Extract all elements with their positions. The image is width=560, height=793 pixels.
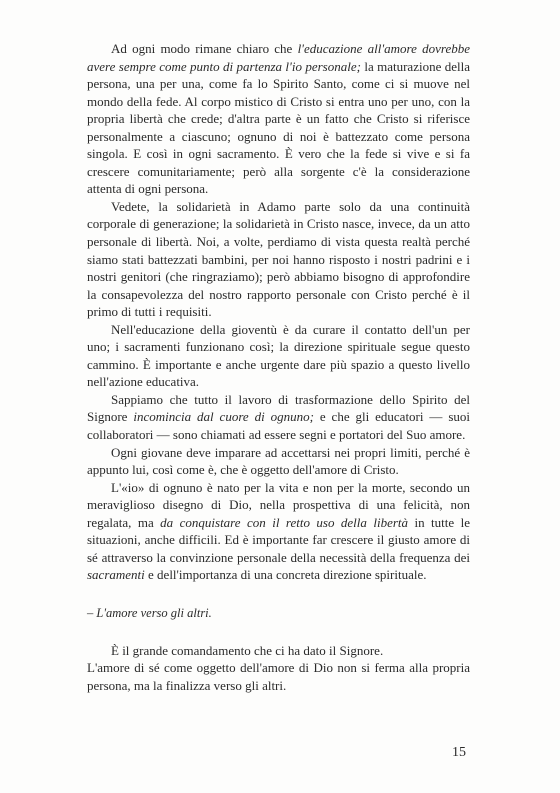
paragraph-4-text-b: e che gli educatori — suoi collaboratori — sono chiamati ad essere segni e portatori del Suo amore. xyxy=(87,409,470,443)
page-number: 15 xyxy=(452,745,466,760)
paragraph-6-text-c: e dell'importanza di una concreta direzione spirituale. xyxy=(144,567,427,583)
paragraph-6-emphasis-1: da conquistare con il retto uso della libertà xyxy=(160,514,409,530)
closing-paragraph-2: L'amore di sé come oggetto dell'amore di Dio non si ferma alla propria persona, ma la finalizza verso gli altri. xyxy=(87,660,470,693)
paragraph-4-text-a: Sappiamo che tutto il lavoro di trasformazione dello Spirito del Signore xyxy=(87,391,470,425)
paragraph-4-emphasis: incomincia dal cuore di ognuno; xyxy=(133,409,314,425)
paragraph-1 xyxy=(87,40,470,198)
closing-paragraph-1: È il grande comandamento che ci ha dato il Signore. xyxy=(111,642,384,658)
paragraph-4 xyxy=(87,391,470,444)
paragraph-1-text-b: la maturazione della persona, una per una, come fa lo Spirito Santo, come ci si muove nel mondo della fede. Al corpo mistico di Cristo si entra uno per uno, con la propria libertà che crede; d'altra parte è un fatto che Cristo si riferisce personalmente a ciascuno; ognuno di noi è battezzato come persona singola. E così in ogni sacramento. È vero che la fede si vive e si fa crescere comunitariamente; però alla sorgente c'è la considerazione attenta di ogni persona. xyxy=(87,58,470,197)
paragraph-5: Ogni giovane deve imparare ad accettarsi nei propri limiti, perché è appunto lui, così come è, che è oggetto dell'amore di Cristo. xyxy=(87,444,470,478)
paragraph-6-text-a: L'«io» di ognuno è nato per la vita e non per la morte, secondo un meraviglioso disegno di Dio, nella prospettiva di una felicità, non regalata, ma xyxy=(87,479,470,530)
paragraph-1-emphasis: l'educazione all'amore dovrebbe avere sempre come punto di partenza l'io personale; xyxy=(87,41,471,74)
paragraph-6 xyxy=(87,479,470,584)
paragraph-6-emphasis-2: sacramenti xyxy=(87,567,145,583)
body-text xyxy=(87,40,470,694)
paragraph-2: Vedete, la solidarietà in Adamo parte solo da una continuità corporale di generazione; la solidarietà in Cristo nasce, invece, da un atto personale di libertà. Noi, a volte, perdiamo di vista questa realtà perché siamo stati battezzati bambini, per noi hanno risposto i nostri padrini e i nostri genitori (che ringraziamo); però abbiamo bisogno di approfondire la consapevolezza del nostro rapporto personale con Cristo perché è il primo di tutti i requisiti. xyxy=(87,198,470,320)
paragraph-6-text-b: in tutte le situazioni, anche difficili. Ed è importante far crescere il giusto amore di sé attraverso la convinzione personale della necessità della frequenza dei xyxy=(87,514,470,565)
paragraph-1-text-a: Ad ogni modo rimane chiaro che xyxy=(111,41,298,56)
paragraph-3: Nell'educazione della gioventù è da curare il contatto dell'un per uno; i sacramenti funzionano così; la direzione spirituale segue questo cammino. È importante e anche urgente dare più spazio a questo livello nell'azione educativa. xyxy=(87,321,470,390)
section-heading: – L'amore verso gli altri. xyxy=(87,605,212,620)
